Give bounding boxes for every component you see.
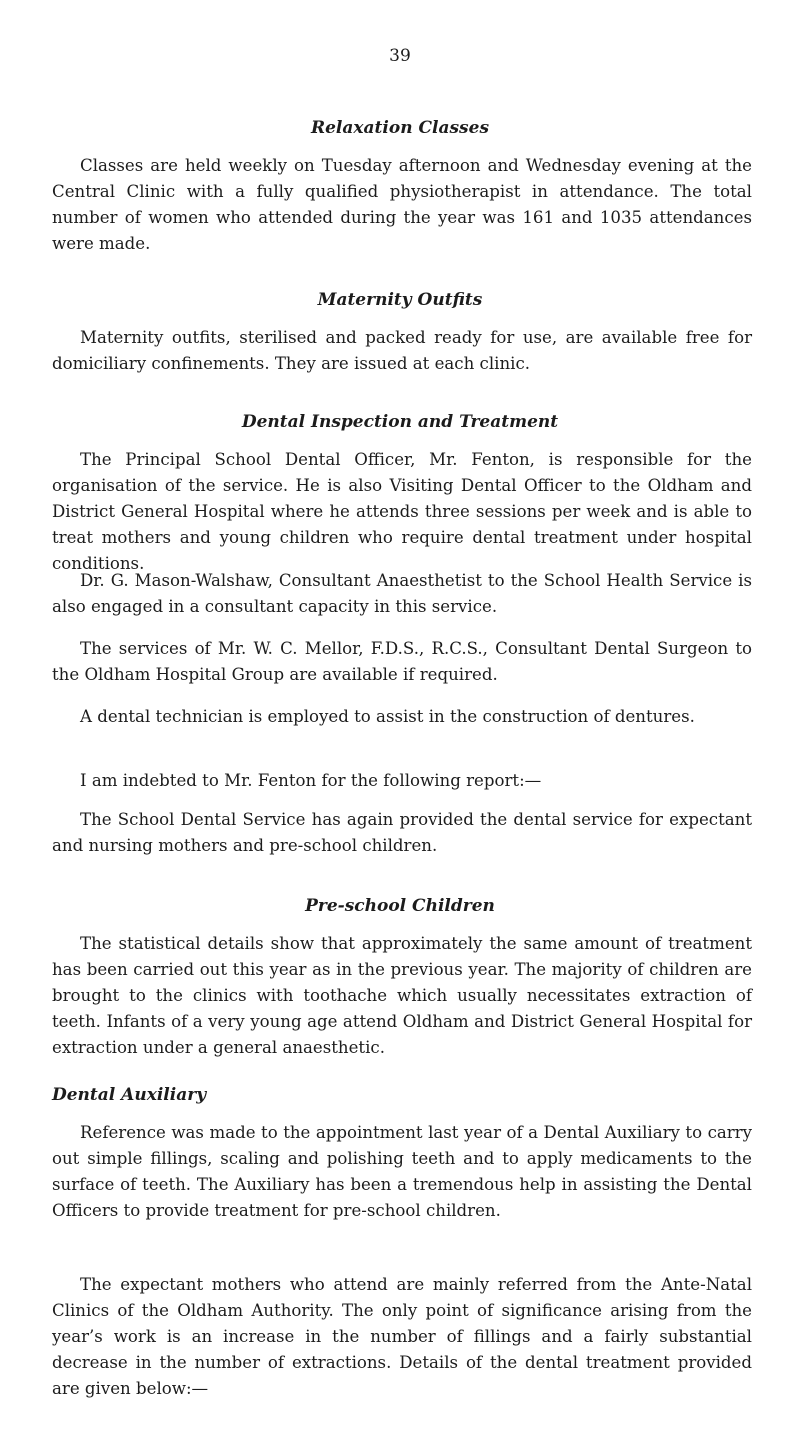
paragraph-relaxation-classes: Classes are held weekly on Tuesday afternoon and Wednesday evening at the Central Clinic with a fully qualified physiotherapist in attendance. The total number of women who attended during the year was 161 and 1035 attendances were made. bbox=[52, 156, 752, 253]
paragraph-anaesthetist: Dr. G. Mason-Walshaw, Consultant Anaesthetist to the School Health Service is also engaged in a consultant capacity in this service. bbox=[52, 571, 752, 616]
paragraph-school-dental-service: The School Dental Service has again provided the dental service for expectant and nursing mothers and pre-school children. bbox=[52, 810, 752, 855]
paragraph-dental-auxiliary: Reference was made to the appointment last year of a Dental Auxiliary to carry out simple fillings, scaling and polishing teeth and to apply medicaments to the surface of teeth. The Auxiliary has been a tremendous help in assisting the Dental Officers to provide treatment for pre-school children. bbox=[52, 1123, 752, 1220]
paragraph-dental-officer: The Principal School Dental Officer, Mr. Fenton, is responsible for the organisation of the service. He is also Visiting Dental Officer to the Oldham and District General Hospital where he attends three sessions per week and is able to treat mothers and young children who require dental treatment under hospital conditions. bbox=[52, 450, 752, 573]
paragraph-expectant-mothers: The expectant mothers who attend are mainly referred from the Ante-Natal Clinics of the Oldham Authority. The only point of significance arising from the year’s work is an increase in the number of fillings and a fairly substantial decrease in the number of extractions. Details of the dental treatment provided are given below:— bbox=[52, 1275, 752, 1398]
heading-pre-school-children: Pre-school Children bbox=[305, 896, 495, 916]
paragraph-report-intro: I am indebted to Mr. Fenton for the following report:— bbox=[80, 771, 542, 790]
page-number: 39 bbox=[389, 46, 411, 66]
heading-relaxation-classes: Relaxation Classes bbox=[310, 118, 490, 138]
paragraph-consultant-surgeon: The services of Mr. W. C. Mellor, F.D.S., R.C.S., Consultant Dental Surgeon to the Oldham Hospital Group are available if required. bbox=[52, 639, 752, 684]
heading-dental-inspection: Dental Inspection and Treatment bbox=[241, 412, 559, 432]
paragraph-dental-technician: A dental technician is employed to assist in the construction of dentures. bbox=[80, 707, 695, 726]
heading-dental-auxiliary: Dental Auxiliary bbox=[52, 1085, 207, 1105]
heading-maternity-outfits: Maternity Outfits bbox=[317, 290, 483, 310]
paragraph-pre-school-children: The statistical details show that approximately the same amount of treatment has been carried out this year as in the previous year. The majority of children are brought to the clinics with toothache which usually necessitates extraction of teeth. Infants of a very young age attend Oldham and District General Hospital for extraction under a general anaesthetic. bbox=[52, 934, 752, 1057]
paragraph-maternity-outfits: Maternity outfits, sterilised and packed ready for use, are available free for domiciliary confinements. They are issued at each clinic. bbox=[52, 328, 752, 373]
